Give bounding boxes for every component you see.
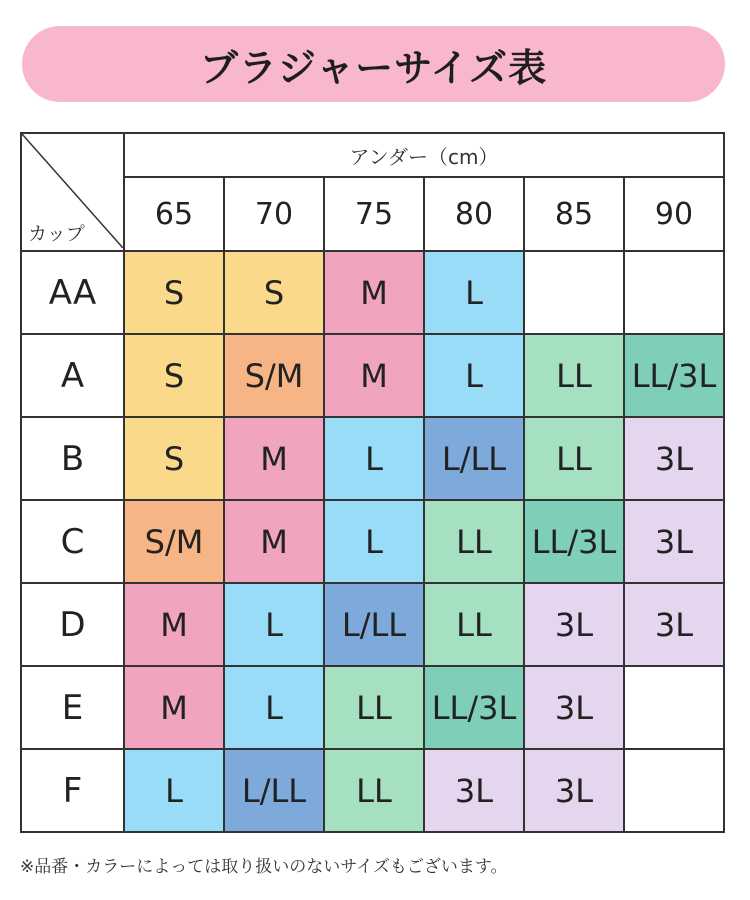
table-row — [21, 500, 724, 583]
size-cell: LL/3L — [524, 500, 624, 583]
size-cell: S — [224, 251, 324, 334]
size-cell: LL — [524, 417, 624, 500]
cup-header-b: B — [21, 417, 124, 500]
title-banner — [22, 26, 725, 102]
size-cell: L — [224, 583, 324, 666]
size-cell: 3L — [524, 583, 624, 666]
size-cell: 3L — [624, 417, 724, 500]
size-cell — [624, 251, 724, 334]
size-cell: LL — [424, 500, 524, 583]
size-cell: M — [224, 500, 324, 583]
size-cell: L/LL — [424, 417, 524, 500]
size-cell: L — [424, 334, 524, 417]
size-cell: LL/3L — [624, 334, 724, 417]
size-cell: M — [124, 666, 224, 749]
size-cell: 3L — [624, 500, 724, 583]
size-cell: L — [324, 417, 424, 500]
size-cell: LL — [324, 666, 424, 749]
column-header-75: 75 — [324, 177, 424, 251]
column-header-90: 90 — [624, 177, 724, 251]
column-header-80: 80 — [424, 177, 524, 251]
column-header-65: 65 — [124, 177, 224, 251]
column-header-70: 70 — [224, 177, 324, 251]
size-cell: 3L — [424, 749, 524, 832]
size-cell: LL — [524, 334, 624, 417]
size-cell: LL — [424, 583, 524, 666]
size-cell: LL — [324, 749, 424, 832]
corner-header — [21, 133, 124, 251]
table-row — [21, 334, 724, 417]
footnote: ※品番・カラーによっては取り扱いのないサイズもございます。 — [20, 857, 508, 877]
column-header-85: 85 — [524, 177, 624, 251]
cup-header-e: E — [21, 666, 124, 749]
cup-header-aa: AA — [21, 251, 124, 334]
size-cell: S/M — [124, 500, 224, 583]
size-cell: L — [424, 251, 524, 334]
size-cell: S — [124, 334, 224, 417]
size-cell: L — [224, 666, 324, 749]
table-row — [21, 749, 724, 832]
size-cell: S/M — [224, 334, 324, 417]
size-cell: L/LL — [324, 583, 424, 666]
size-cell: 3L — [524, 749, 624, 832]
size-chart-table — [20, 132, 725, 833]
size-cell: M — [224, 417, 324, 500]
cup-header-d: D — [21, 583, 124, 666]
page-title: ブラジャーサイズ表 — [199, 45, 548, 90]
size-cell — [624, 749, 724, 832]
size-cell: S — [124, 251, 224, 334]
cup-header-c: C — [21, 500, 124, 583]
size-cell: S — [124, 417, 224, 500]
size-cell: M — [324, 334, 424, 417]
table-row — [21, 251, 724, 334]
size-cell — [524, 251, 624, 334]
table-row — [21, 417, 724, 500]
table-row — [21, 583, 724, 666]
cup-label: カップ — [28, 223, 85, 245]
size-cell: 3L — [624, 583, 724, 666]
cup-header-a: A — [21, 334, 124, 417]
size-cell: LL/3L — [424, 666, 524, 749]
size-cell: L/LL — [224, 749, 324, 832]
size-cell: M — [124, 583, 224, 666]
size-cell: L — [324, 500, 424, 583]
cup-header-f: F — [21, 749, 124, 832]
table-row — [21, 666, 724, 749]
size-cell: L — [124, 749, 224, 832]
size-cell — [624, 666, 724, 749]
size-cell: M — [324, 251, 424, 334]
under-header: アンダー（cm） — [124, 133, 724, 177]
size-cell: 3L — [524, 666, 624, 749]
